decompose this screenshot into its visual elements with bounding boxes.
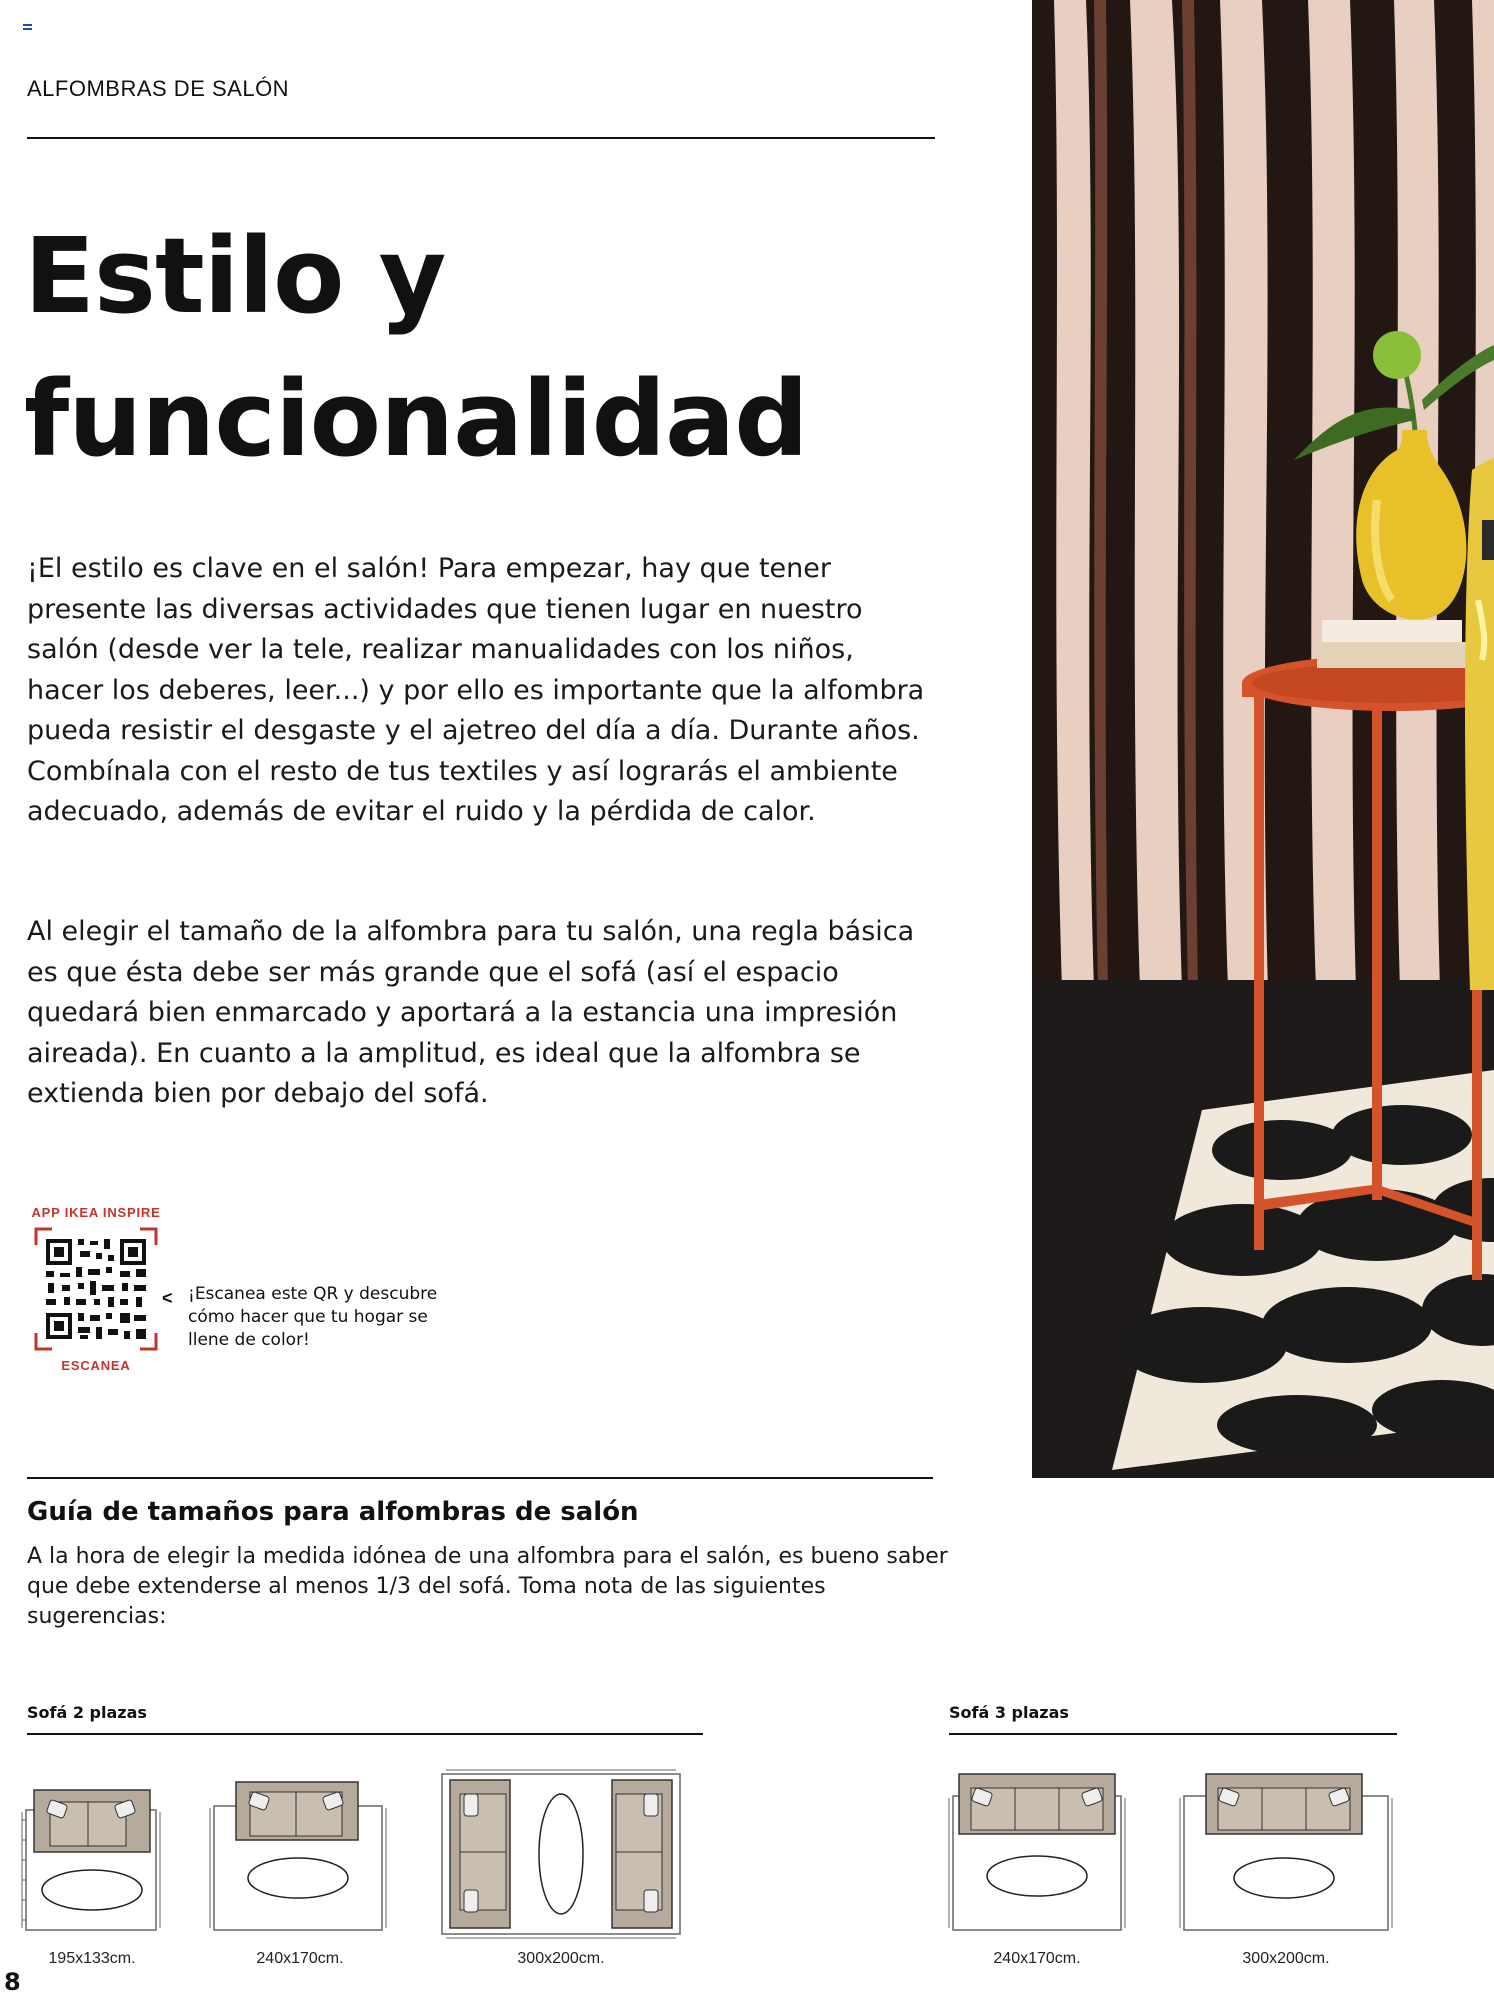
intro-paragraph: ¡El estilo es clave en el salón! Para empezar, hay que tener presente las diversas actividades que tienen lugar en nuestro salón (desde ver la tele, realizar manualidades con los niños, hacer los deberes, leer...) y por ello es importante que la alfombra pueda resistir el desgaste y el ajetreo del día a día. Durante años. Combínala con el resto de tus textiles y así lograrás el ambiente adecuado, además de evitar el ruido y la pérdida de calor. (27, 553, 925, 827)
rug-diagram-3seat-medium (945, 1766, 1130, 1945)
guide-divider (27, 1477, 933, 1479)
guide-text: A la hora de elegir la medida idónea de una alfombra para el salón, es bueno saber que debe extenderse al menos 1/3 del sofá. Toma nota de las siguientes sugerencias: (27, 1544, 948, 1629)
rug-diagram-2seat-large (436, 1766, 686, 1947)
sofa-3-heading: Sofá 3 plazas (949, 1703, 1069, 1722)
guide-title: Guía de tamaños para alfombras de salón (27, 1497, 639, 1527)
size-label: 195x133cm. (48, 1950, 136, 1967)
qr-app-label: APP IKEA INSPIRE (31, 1205, 161, 1220)
size-label: 300x200cm. (517, 1950, 605, 1967)
size-label: 240x170cm. (256, 1950, 344, 1967)
qr-code-block[interactable] (30, 1205, 162, 1375)
title-line-1: Estilo y (24, 215, 446, 337)
qr-arrow-icon: < (162, 1288, 173, 1308)
qr-scan-label: ESCANEA (61, 1358, 131, 1373)
rug-diagram-2seat-medium (206, 1770, 391, 1945)
qr-code-icon[interactable] (34, 1227, 158, 1351)
sofa-3-divider (949, 1733, 1397, 1735)
page-number: 8 (4, 1968, 21, 1996)
living-room-photo (1032, 0, 1494, 1478)
qr-caption: ¡Escanea este QR y descubre cómo hacer que tu hogar se llene de color! (188, 1284, 438, 1350)
rug-diagram-2seat-small (20, 1780, 165, 1945)
sofa-2-divider (27, 1733, 703, 1735)
sofa-2-heading: Sofá 2 plazas (27, 1703, 147, 1722)
page-title (24, 205, 808, 491)
rug-diagram-3seat-large (1176, 1766, 1396, 1945)
header-divider (27, 137, 935, 139)
size-label: 240x170cm. (993, 1950, 1081, 1967)
section-label: ALFOMBRAS DE SALÓN (27, 76, 290, 101)
size-label: 300x200cm. (1242, 1950, 1330, 1967)
size-rule-paragraph: Al elegir el tamaño de la alfombra para tu salón, una regla básica es que ésta debe ser más grande que el sofá (así el espacio quedará bien enmarcado y aportará a la estancia una impresión aireada). En cuanto a la amplitud, es ideal que la alfombra se extienda bien por debajo del sofá. (27, 916, 915, 1109)
title-line-2: funcionalidad (24, 358, 808, 480)
flag-icon (23, 24, 32, 30)
